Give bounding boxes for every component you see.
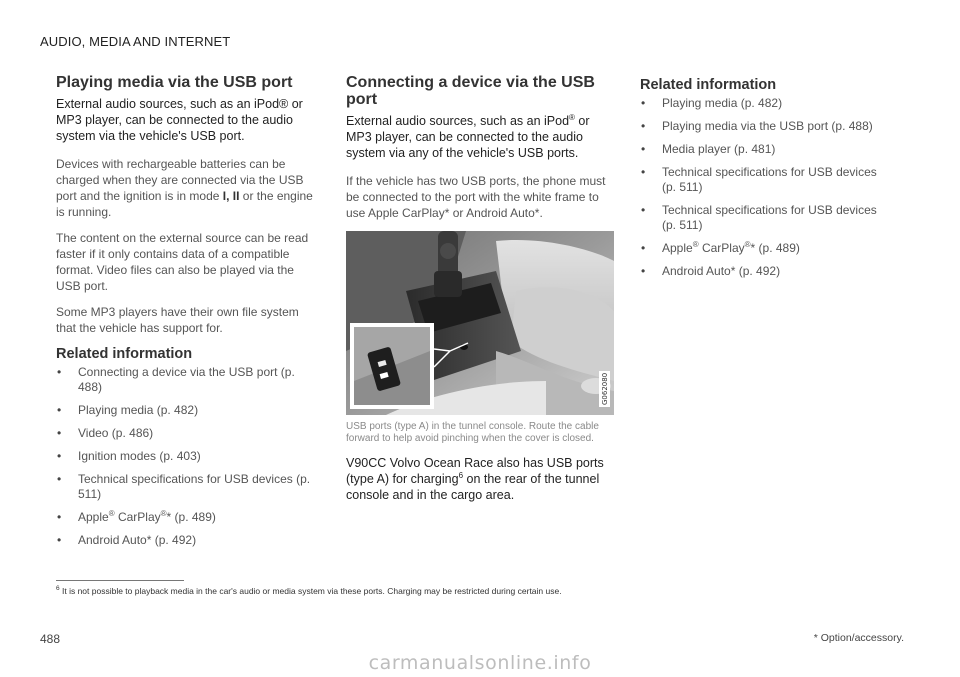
- column-connecting-device-usb: [346, 74, 608, 515]
- related-info-list: [640, 96, 890, 279]
- related-link[interactable]: • Connecting a device via the USB port (p. 488): [56, 365, 318, 395]
- related-link-apple-carplay[interactable]: • Apple® CarPlay®* (p. 489): [56, 510, 318, 525]
- footnote-ref[interactable]: 6: [458, 470, 464, 480]
- format-paragraph: The content on the external source can be read faster if it only contains data of a compatible format. Video files can also be played via the USB port.: [56, 231, 309, 293]
- image-code: G062080: [601, 372, 609, 405]
- ignition-mode-i: I: [222, 189, 227, 203]
- related-link[interactable]: • Playing media (p. 482): [56, 403, 318, 418]
- charging-paragraph: Devices with rechargeable batteries can be charged when they are connected via the USB port and the ignition is in mode I, II or the engine is running.: [56, 157, 313, 219]
- footnote-divider: [56, 580, 184, 581]
- intro-paragraph: External audio sources, such as an iPod® or MP3 player, can be connected to the audio system via the vehicle's USB port.: [56, 97, 303, 143]
- column-related-information: [640, 74, 890, 287]
- related-link[interactable]: • Media player (p. 481): [640, 142, 890, 157]
- footnote-text: It is not possible to playback media in the car's audio or media system via these ports. Charging may be restricted during certain use.: [59, 586, 562, 596]
- related-link[interactable]: • Playing media (p. 482): [640, 96, 890, 111]
- related-link[interactable]: • Ignition modes (p. 403): [56, 449, 318, 464]
- column-playing-media-usb: [56, 74, 318, 556]
- filesystem-paragraph: Some MP3 players have their own file system that the vehicle has support for.: [56, 305, 299, 335]
- ocean-race-paragraph: V90CC Volvo Ocean Race also has USB ports (type A) for charging$^6$ on the rear of the tunnel console and in the cargo area.: [346, 456, 604, 502]
- related-link[interactable]: • Technical specifications for USB devices (p. 511): [640, 203, 890, 233]
- ignition-mode-ii: II: [232, 189, 240, 203]
- related-link-apple-carplay[interactable]: • Apple® CarPlay®* (p. 489): [640, 241, 890, 256]
- related-link[interactable]: • Technical specifications for USB devices (p. 511): [640, 165, 890, 195]
- related-link[interactable]: • Playing media via the USB port (p. 488): [640, 119, 890, 134]
- footnote: [56, 586, 562, 596]
- section-title-playing-media-usb: Playing media via the USB port: [56, 74, 293, 91]
- tunnel-console-usb-photo: [346, 231, 614, 415]
- image-caption: USB ports (type A) in the tunnel console. Route the cable forward to help avoid pinching when the cover is closed.: [346, 421, 599, 444]
- watermark: carmanualsonline.info: [368, 652, 592, 674]
- option-accessory-note: * Option/accessory.: [813, 632, 904, 644]
- related-link[interactable]: • Video (p. 486): [56, 426, 318, 441]
- section-title-connecting-device: Connecting a device via the USB port: [346, 74, 595, 108]
- related-info-title: Related information: [640, 77, 777, 93]
- two-ports-paragraph: If the vehicle has two USB ports, the phone must be connected to the port with the white frame to use Apple CarPlay* or Android Auto*.: [346, 174, 606, 220]
- related-link-android-auto[interactable]: • Android Auto* (p. 492): [640, 264, 890, 279]
- page-number: 488: [40, 632, 61, 646]
- related-info-title: Related information: [56, 346, 193, 362]
- related-link[interactable]: • Technical specifications for USB devices (p. 511): [56, 472, 318, 502]
- section-header: AUDIO, MEDIA AND INTERNET: [40, 34, 231, 49]
- intro-paragraph: External audio sources, such as an iPod® or MP3 player, can be connected to the audio system via any of the vehicle's USB ports.: [346, 112, 590, 160]
- related-info-list: [56, 365, 318, 548]
- related-link-android-auto[interactable]: • Android Auto* (p. 492): [56, 533, 318, 548]
- footnote-number: 6: [56, 585, 60, 593]
